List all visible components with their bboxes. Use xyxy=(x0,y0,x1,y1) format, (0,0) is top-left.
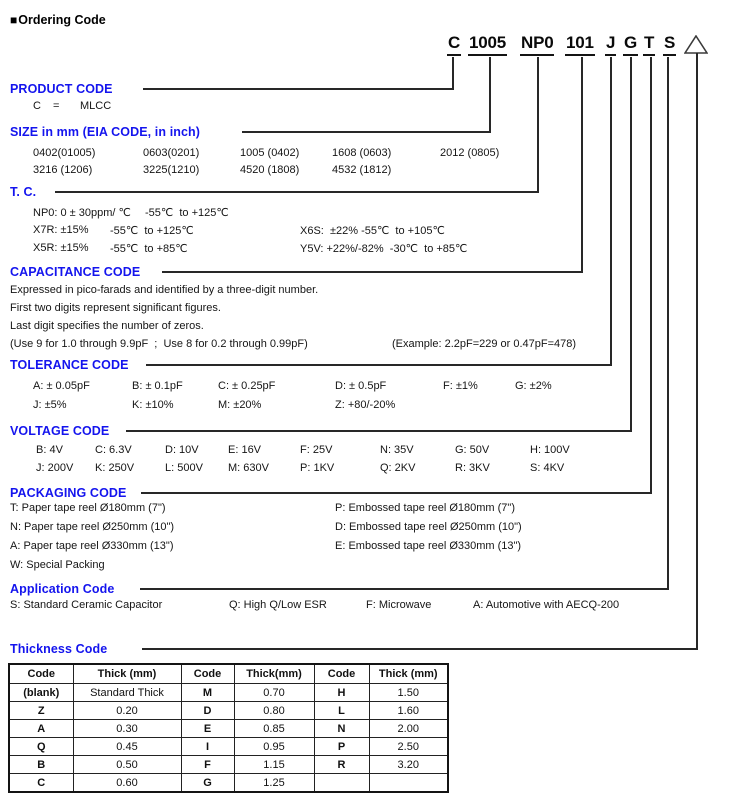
text-cell: 4532 (1812) xyxy=(332,164,392,176)
text-cell: -55℃ to +125℃ xyxy=(110,225,194,237)
text-cell: 3225(1210) xyxy=(143,164,200,176)
connector-thickness-v xyxy=(696,53,698,650)
text-cell: J: ±5% xyxy=(33,399,67,411)
thickness-table-row xyxy=(9,684,448,702)
thickness-table-header-cell: Code xyxy=(9,664,73,684)
text-cell: M: ±20% xyxy=(218,399,262,411)
thickness-value-cell: 1.15 xyxy=(234,756,314,774)
text-cell: P: 1KV xyxy=(300,462,335,474)
text-cell: -55℃ to +85℃ xyxy=(110,243,188,255)
connector-tolerance-v xyxy=(610,57,612,366)
thickness-code-cell: C xyxy=(9,774,73,793)
thickness-value-cell: 1.25 xyxy=(234,774,314,793)
text-cell: (Example: 2.2pF=229 or 0.47pF=478) xyxy=(392,338,577,350)
connector-voltage-v xyxy=(630,57,632,432)
text-cell: E: Embossed tape reel Ø330mm (13") xyxy=(335,540,522,552)
connector-tc-v xyxy=(537,57,539,193)
text-cell: B: 4V xyxy=(36,444,63,456)
packaging-row xyxy=(10,502,515,514)
thickness-table xyxy=(8,663,449,793)
thickness-code-cell: F xyxy=(181,756,234,774)
text-cell: M: 630V xyxy=(228,462,269,474)
thickness-value-cell: 1.60 xyxy=(369,702,448,720)
connector-voltage-h xyxy=(126,430,632,432)
thickness-code-cell: D xyxy=(181,702,234,720)
connector-tc-h xyxy=(55,191,539,193)
thickness-code-cell: (blank) xyxy=(9,684,73,702)
thickness-table-header-cell: Code xyxy=(314,664,369,684)
text-cell: X5R: ±15% xyxy=(33,242,89,254)
text-cell: D: 10V xyxy=(165,444,199,456)
thickness-code-cell: L xyxy=(314,702,369,720)
text-cell: Z: +80/-20% xyxy=(335,399,396,411)
text-cell: P: Embossed tape reel Ø180mm (7") xyxy=(335,502,515,514)
page-title xyxy=(10,13,106,27)
thickness-table-header-cell: Thick(mm) xyxy=(234,664,314,684)
text-cell: S: 4KV xyxy=(530,462,565,474)
thickness-code-cell: B xyxy=(9,756,73,774)
thickness-code-cell xyxy=(314,774,369,793)
voltage-row xyxy=(36,444,570,456)
connector-tolerance-h xyxy=(146,364,612,366)
text-cell: B: ± 0.1pF xyxy=(132,380,183,392)
text-cell: 1005 (0402) xyxy=(240,147,300,159)
text-cell: Q: High Q/Low ESR xyxy=(229,599,327,611)
text-cell: T: Paper tape reel Ø180mm (7") xyxy=(10,502,166,514)
connector-thickness-h xyxy=(142,648,698,650)
section-heading-packaging: PACKAGING CODE xyxy=(10,486,127,500)
text-cell: X7R: ±15% xyxy=(33,224,89,236)
thickness-code-cell: M xyxy=(181,684,234,702)
text-cell: G: ±2% xyxy=(515,380,552,392)
capacitance-note-row xyxy=(10,338,576,350)
thickness-table-header-row xyxy=(9,664,448,684)
code-segment-voltage: G xyxy=(623,33,638,56)
connector-capacitance-v xyxy=(581,57,583,273)
section-heading-tolerance: TOLERANCE CODE xyxy=(10,358,129,372)
text-cell: E: 16V xyxy=(228,444,262,456)
section-heading-application: Application Code xyxy=(10,582,115,596)
section-heading-tc: T. C. xyxy=(10,185,37,199)
thickness-value-cell: 0.30 xyxy=(73,720,181,738)
thickness-value-cell: 0.60 xyxy=(73,774,181,793)
thickness-value-cell: 1.50 xyxy=(369,684,448,702)
text-cell: H: 100V xyxy=(530,444,570,456)
text-cell: N: 35V xyxy=(380,444,414,456)
thickness-value-cell: 0.80 xyxy=(234,702,314,720)
thickness-table-header-cell: Thick (mm) xyxy=(73,664,181,684)
thickness-code-cell: E xyxy=(181,720,234,738)
thickness-value-cell: 0.20 xyxy=(73,702,181,720)
code-segment-tolerance: J xyxy=(605,33,616,56)
text-cell: J: 200V xyxy=(36,462,74,474)
thickness-value-cell: 0.50 xyxy=(73,756,181,774)
text-cell: D: ± 0.5pF xyxy=(335,380,387,392)
text-cell: = xyxy=(53,100,60,112)
text-cell: A: Paper tape reel Ø330mm (13") xyxy=(10,540,174,552)
thickness-code-cell: A xyxy=(9,720,73,738)
tolerance-row xyxy=(33,380,552,392)
thickness-table-header-cell: Code xyxy=(181,664,234,684)
section-heading-product-code: PRODUCT CODE xyxy=(10,82,113,96)
thickness-code-cell: P xyxy=(314,738,369,756)
tc-row xyxy=(33,224,445,237)
thickness-value-cell: 0.45 xyxy=(73,738,181,756)
thickness-code-cell: G xyxy=(181,774,234,793)
text-cell: A: Automotive with AECQ-200 xyxy=(473,599,620,611)
text-cell: C xyxy=(33,100,41,112)
code-segment-application: S xyxy=(663,33,676,56)
thickness-code-cell: H xyxy=(314,684,369,702)
text-cell: L: 500V xyxy=(165,462,203,474)
connector-size-v xyxy=(489,57,491,133)
text-cell: W: Special Packing xyxy=(10,559,105,571)
text-cell: 0603(0201) xyxy=(143,147,200,159)
thickness-table-row xyxy=(9,756,448,774)
tc-row xyxy=(33,242,467,255)
thickness-code-cell: I xyxy=(181,738,234,756)
text-cell: F: 25V xyxy=(300,444,333,456)
text-cell: C: ± 0.25pF xyxy=(218,380,276,392)
voltage-row xyxy=(36,462,564,474)
thickness-code-cell: R xyxy=(314,756,369,774)
connector-application-v xyxy=(667,57,669,590)
packaging-row xyxy=(10,559,335,571)
text-cell: 3216 (1206) xyxy=(33,164,93,176)
thickness-value-cell: 2.00 xyxy=(369,720,448,738)
text-cell: (Use 9 for 1.0 through 9.9pF ; Use 8 for 0.2 through 0.99pF) xyxy=(10,338,308,350)
text-cell: D: Embossed tape reel Ø250mm (10") xyxy=(335,521,522,533)
capacitance-text-line: First two digits represent significant figures. xyxy=(10,302,221,314)
packaging-row xyxy=(10,521,522,533)
connector-packaging-v xyxy=(650,57,652,494)
thickness-value-cell xyxy=(369,774,448,793)
section-heading-capacitance: CAPACITANCE CODE xyxy=(10,265,141,279)
text-cell: F: ±1% xyxy=(443,380,478,392)
thickness-code-cell: Q xyxy=(9,738,73,756)
section-heading-thickness: Thickness Code xyxy=(10,642,108,656)
application-row xyxy=(10,599,619,611)
text-cell: C: 6.3V xyxy=(95,444,132,456)
connector-packaging-h xyxy=(141,492,652,494)
connector-capacitance-h xyxy=(162,271,583,273)
product-code-row xyxy=(33,100,111,112)
text-cell: 2012 (0805) xyxy=(440,147,500,159)
capacitance-text-line: Last digit specifies the number of zeros. xyxy=(10,320,204,332)
text-cell: R: 3KV xyxy=(455,462,490,474)
text-cell: MLCC xyxy=(80,100,112,112)
text-cell: K: 250V xyxy=(95,462,135,474)
thickness-table-header-cell: Thick (mm) xyxy=(369,664,448,684)
text-cell: K: ±10% xyxy=(132,399,174,411)
thickness-value-cell: 0.95 xyxy=(234,738,314,756)
tc-row xyxy=(33,206,229,219)
tolerance-row xyxy=(33,399,395,411)
section-heading-voltage: VOLTAGE CODE xyxy=(10,424,110,438)
size-row xyxy=(33,164,391,176)
connector-product-v xyxy=(452,57,454,90)
thickness-code-cell: Z xyxy=(9,702,73,720)
thickness-table-row xyxy=(9,720,448,738)
text-cell: Y5V: +22%/-82% -30℃ to +85℃ xyxy=(300,243,468,255)
text-cell: S: Standard Ceramic Capacitor xyxy=(10,599,163,611)
thickness-value-cell: Standard Thick xyxy=(73,684,181,702)
thickness-value-cell: 2.50 xyxy=(369,738,448,756)
code-segment-packaging: T xyxy=(643,33,655,56)
text-cell: X6S: ±22% -55℃ to +105℃ xyxy=(300,225,445,237)
thickness-table-row xyxy=(9,702,448,720)
packaging-row xyxy=(10,540,521,552)
text-cell: 1608 (0603) xyxy=(332,147,392,159)
text-cell: Q: 2KV xyxy=(380,462,416,474)
section-heading-size: SIZE in mm (EIA CODE, in inch) xyxy=(10,125,201,139)
text-cell: F: Microwave xyxy=(366,599,432,611)
capacitance-text-line: Expressed in pico-farads and identified by a three-digit number. xyxy=(10,284,319,296)
code-segment-size: 1005 xyxy=(468,33,507,56)
text-cell: 0402(01005) xyxy=(33,147,96,159)
code-segment-product: C xyxy=(447,33,461,56)
connector-application-h xyxy=(140,588,669,590)
filled-square-icon: ■ xyxy=(10,13,18,27)
code-segment-capacitance: 101 xyxy=(565,33,595,56)
text-cell: N: Paper tape reel Ø250mm (10") xyxy=(10,521,175,533)
size-row xyxy=(33,147,499,159)
thickness-table-row xyxy=(9,774,448,793)
thickness-value-cell: 0.85 xyxy=(234,720,314,738)
connector-product-h xyxy=(143,88,454,90)
text-cell: G: 50V xyxy=(455,444,490,456)
text-cell: 4520 (1808) xyxy=(240,164,300,176)
thickness-value-cell: 3.20 xyxy=(369,756,448,774)
text-cell: NP0: 0 ± 30ppm/ ℃ xyxy=(33,207,131,219)
page-title-text: Ordering Code xyxy=(18,13,106,27)
connector-size-h xyxy=(242,131,491,133)
thickness-value-cell: 0.70 xyxy=(234,684,314,702)
text-cell: -55℃ to +125℃ xyxy=(145,207,229,219)
thickness-table-row xyxy=(9,738,448,756)
text-cell: A: ± 0.05pF xyxy=(33,380,90,392)
thickness-code-cell: N xyxy=(314,720,369,738)
code-segment-tc: NP0 xyxy=(520,33,554,56)
